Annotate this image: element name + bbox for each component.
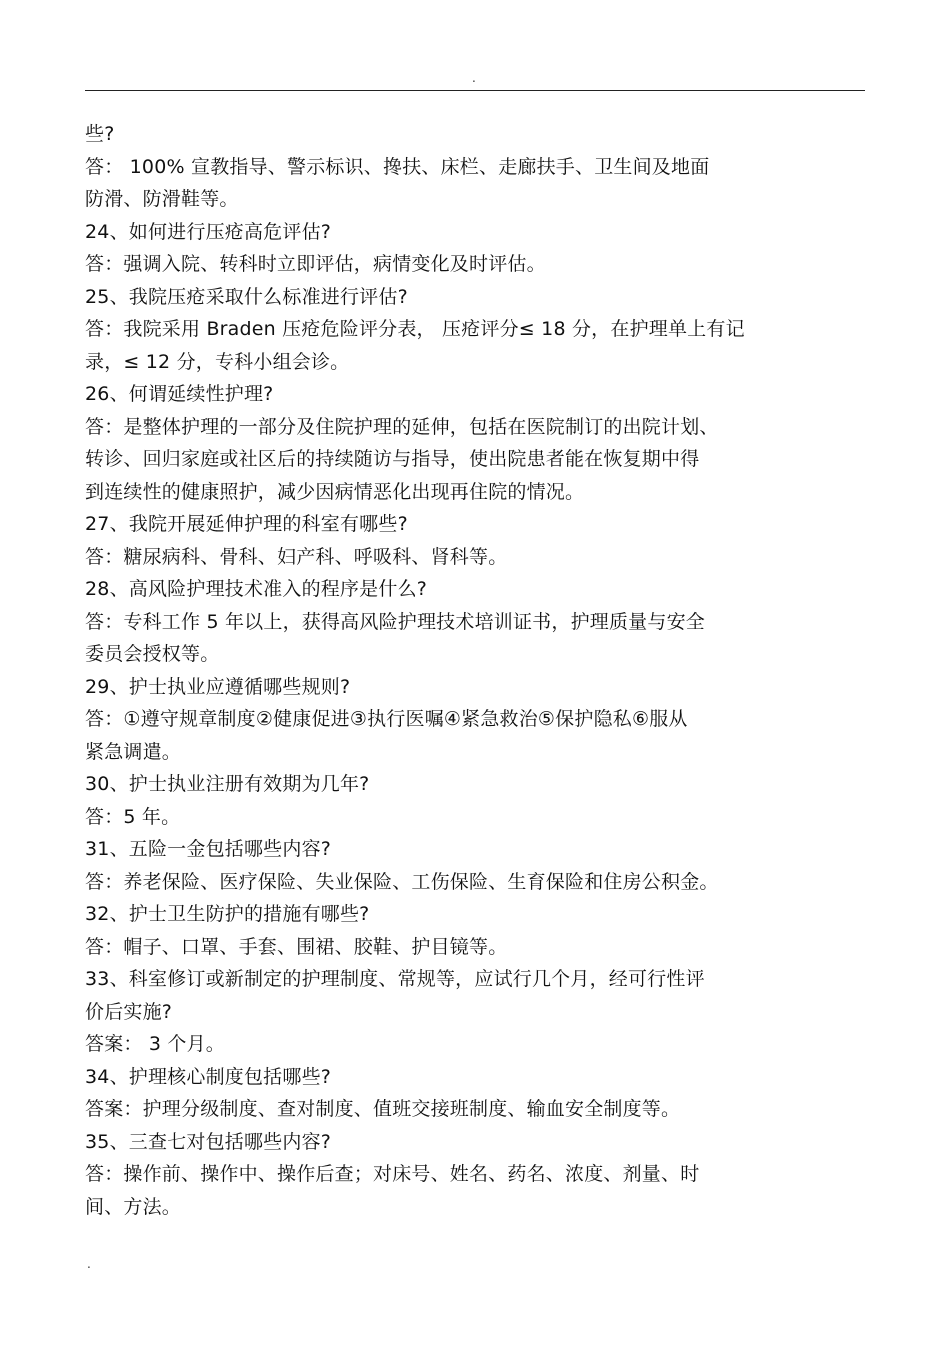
header-rule <box>85 90 865 91</box>
question-line: 28、高风险护理技术准入的程序是什么? <box>85 578 428 600</box>
answer-line: 答：操作前、操作中、操作后查；对床号、姓名、药名、浓度、剂量、时 <box>85 1163 700 1185</box>
header-mark: . <box>472 71 476 85</box>
text-line: 转诊、回归家庭或社区后的持续随访与指导，使出院患者能在恢复期中得 <box>85 448 700 470</box>
text-line: 到连续性的健康照护，减少因病情恶化出现再住院的情况。 <box>85 480 585 503</box>
answer-line: 答：养老保险、医疗保险、失业保险、工伤保险、生育保险和住房公积金。 <box>85 870 719 893</box>
answer-line: 答：是整体护理的一部分及住院护理的延伸，包括在医院制订的出院计划、 <box>85 415 719 438</box>
text-line: 防滑、防滑鞋等。 <box>85 188 239 210</box>
answer-line: 答：我院采用 Braden 压疮危险评分表， 压疮评分≤ 18 分，在护理单上有记 <box>85 318 745 340</box>
answer-line: 答：专科工作 5 年以上，获得高风险护理技术培训证书，护理质量与安全 <box>85 610 705 633</box>
answer-line: 答案：护理分级制度、查对制度、值班交接班制度、输血安全制度等。 <box>85 1098 681 1120</box>
question-line: 33、科室修订或新制定的护理制度、常规等，应试行几个月，经可行性评 <box>85 968 705 990</box>
question-line: 34、护理核心制度包括哪些? <box>85 1065 332 1088</box>
text-line: 价后实施? <box>85 1000 173 1023</box>
answer-line: 答案： 3 个月。 <box>85 1033 225 1055</box>
question-line: 25、我院压疮采取什么标准进行评估? <box>85 285 408 308</box>
footer-mark: . <box>87 1257 91 1271</box>
answer-line: 答：①遵守规章制度②健康促进③执行医嘱④紧急救治⑤保护隐私⑥服从 <box>85 708 688 730</box>
text-line: 委员会授权等。 <box>85 643 220 665</box>
text-line: 紧急调遣。 <box>85 740 182 763</box>
question-line: 27、我院开展延伸护理的科室有哪些? <box>85 513 408 535</box>
answer-line: 答：5 年。 <box>85 805 181 828</box>
answer-line: 答：强调入院、转科时立即评估，病情变化及时评估。 <box>85 253 546 275</box>
answer-line: 答：帽子、口罩、手套、围裙、胶鞋、护目镜等。 <box>85 935 508 958</box>
question-line: 30、护士执业注册有效期为几年? <box>85 773 370 795</box>
answer-line: 答：糖尿病科、骨科、妇产科、呼吸科、肾科等。 <box>85 545 508 568</box>
text-line: 些? <box>85 123 115 145</box>
text-line: 录，≤ 12 分，专科小组会诊。 <box>85 350 350 373</box>
question-line: 29、护士执业应遵循哪些规则? <box>85 675 351 698</box>
text-line: 间、方法。 <box>85 1195 182 1218</box>
question-line: 32、护士卫生防护的措施有哪些? <box>85 903 370 925</box>
question-line: 31、五险一金包括哪些内容? <box>85 838 332 860</box>
question-line: 24、如何进行压疮高危评估? <box>85 220 332 243</box>
question-line: 26、何谓延续性护理? <box>85 383 274 405</box>
question-line: 35、三查七对包括哪些内容? <box>85 1130 332 1153</box>
text-line: 答： 100% 宣教指导、警示标识、搀扶、床栏、走廊扶手、卫生间及地面 <box>85 155 710 178</box>
document-body <box>85 118 865 1223</box>
